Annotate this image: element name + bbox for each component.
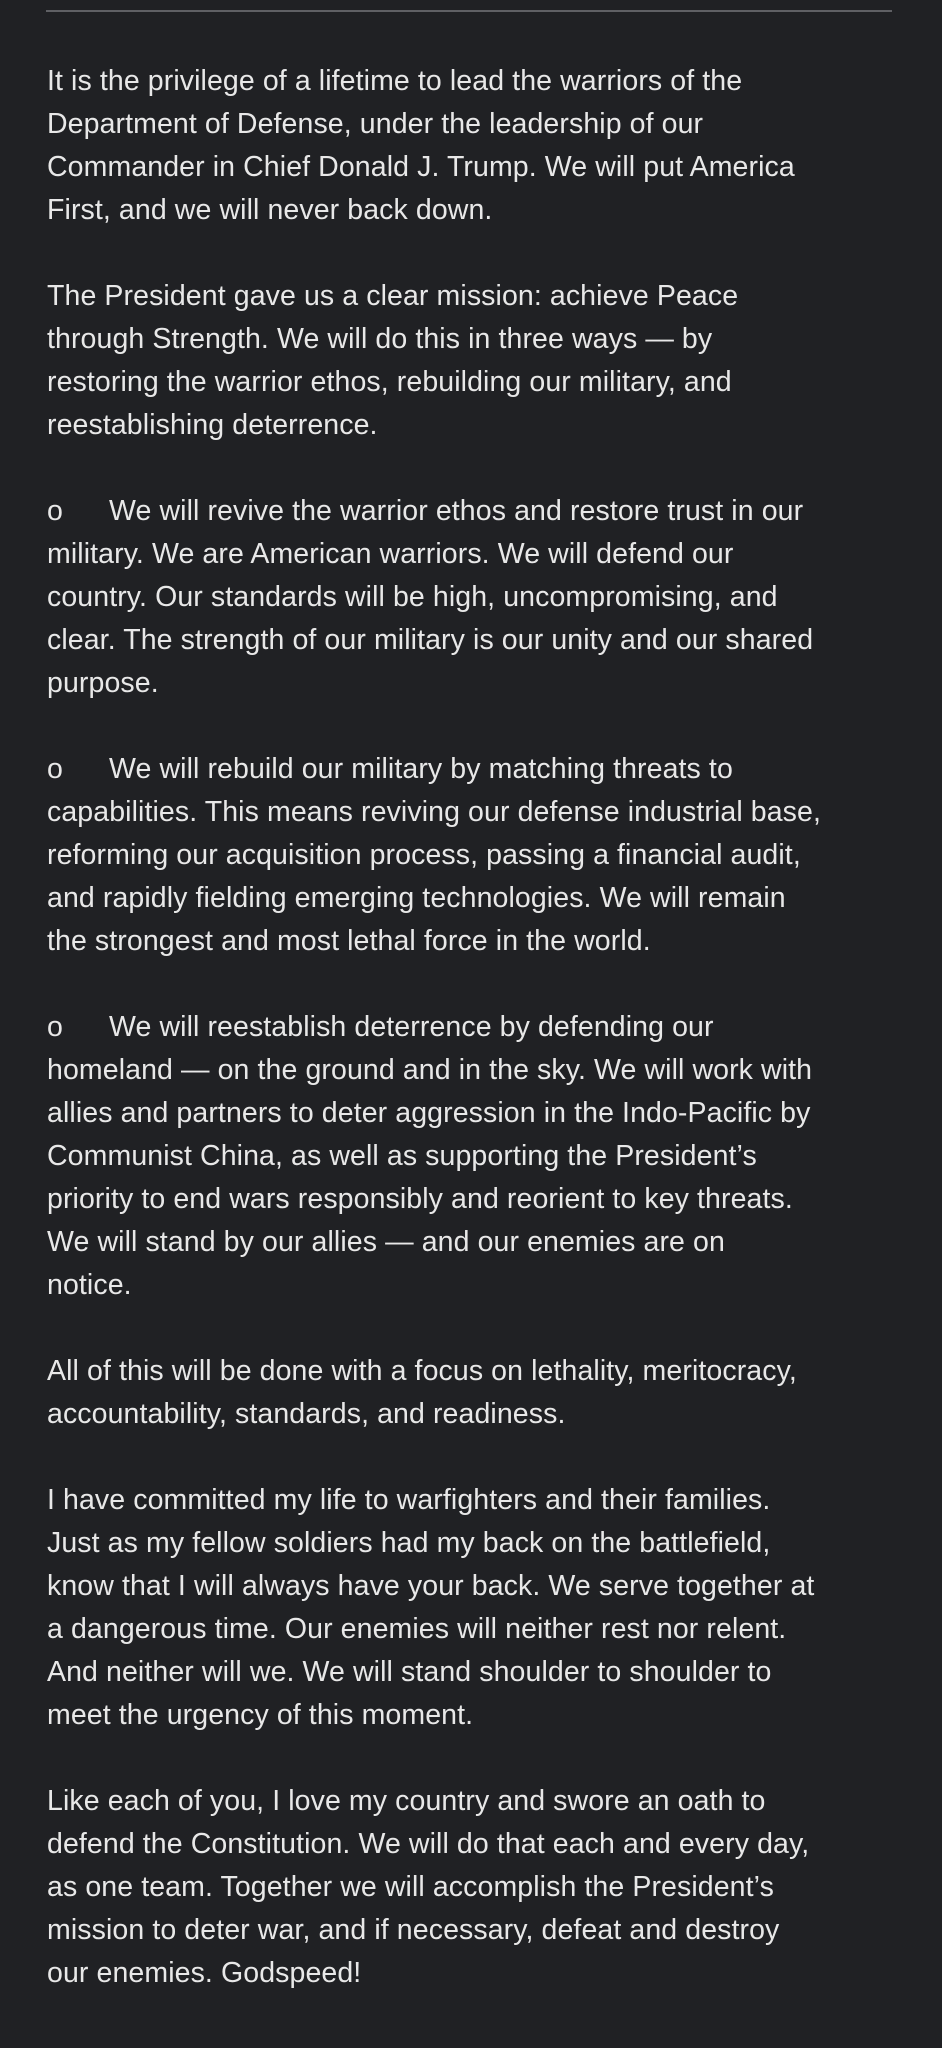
bullet-text: We will revive the warrior ethos and restore trust in our military. We are American warriors. We will defend our country. Our standards will be high, uncompromising, and clear. The strength of our military is our unity and our shared purpose. <box>47 495 814 699</box>
bullet-marker: o <box>47 1011 63 1043</box>
bullet-marker: o <box>47 753 63 785</box>
bullet-marker: o <box>47 495 63 527</box>
paragraph-mission: The President gave us a clear mission: achieve Peace through Strength. We will do this in three ways — by restoring the warrior ethos, rebuilding our military, and reestablishing deterrence. <box>47 280 739 441</box>
message-body <box>47 60 907 1995</box>
bullet-text: We will reestablish deterrence by defending our homeland — on the ground and in the sky. We will work with allies and partners to deter aggression in the Indo-Pacific by Communist China, as well as supporting the President’s priority to end wars responsibly and reorient to key threats. We will stand by our allies — and our enemies are on notice. <box>47 1011 813 1301</box>
top-divider <box>46 10 892 12</box>
bullet-paragraph-deterrence <box>47 1006 907 1307</box>
paragraph-closing: Like each of you, I love my country and swore an oath to defend the Constitution. We will do that each and every day, as one team. Together we will accomplish the President’s mission to deter war, and if necessary, defeat and destroy our enemies. Godspeed! <box>47 1785 810 1989</box>
bullet-text: We will rebuild our military by matching threats to capabilities. This means reviving our defense industrial base, reforming our acquisition process, passing a financial audit, and rapidly fielding emerging technologies. We will remain the strongest and most lethal force in the world. <box>47 753 822 957</box>
paragraph-intro: It is the privilege of a lifetime to lead the warriors of the Department of Defense, under the leadership of our Commander in Chief Donald J. Trump. We will put America First, and we will never back down. <box>47 65 795 226</box>
paragraph-focus: All of this will be done with a focus on lethality, meritocracy, accountability, standards, and readiness. <box>47 1355 797 1430</box>
bullet-paragraph-warrior-ethos <box>47 490 907 705</box>
paragraph-commitment: I have committed my life to warfighters and their families. Just as my fellow soldiers had my back on the battlefield, know that I will always have your back. We serve together at a dangerous time. Our enemies will neither rest nor relent. And neither will we. We will stand shoulder to shoulder to meet the urgency of this moment. <box>47 1484 815 1731</box>
bullet-paragraph-rebuild-military <box>47 748 907 963</box>
